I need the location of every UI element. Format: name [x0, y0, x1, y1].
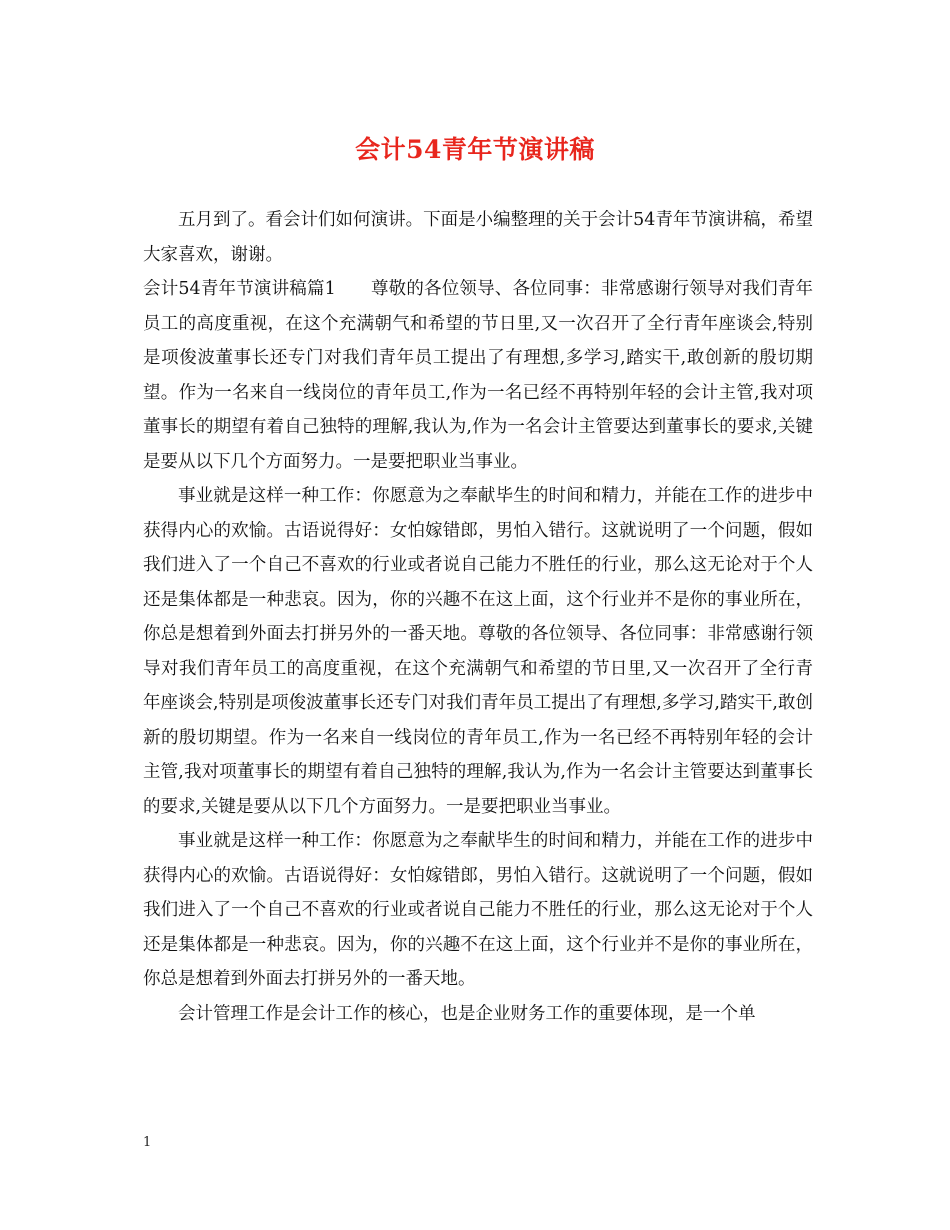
- section-heading: 会计54青年节演讲稿篇1: [143, 279, 336, 299]
- body-paragraph-1: 事业就是这样一种工作：你愿意为之奉献毕生的时间和精力，并能在工作的进步中获得内心的欢愉。古语说得好：女怕嫁错郎，男怕入错行。这就说明了一个问题，假如我们进入了一个自己不喜欢的行业或者说自己能力不胜任的行业，那么这无论对于个人还是集体都是一种悲哀。因为，你的兴趣不在这上面，这个行业并不是你的事业所在，你总是想着到外面去打拼另外的一番天地。尊敬的各位领导、各位同事：非常感谢行领导对我们青年员工的高度重视，在这个充满朝气和希望的节日里,又一次召开了全行青年座谈会,特别是项俊波董事长还专门对我们青年员工提出了有理想,多学习,踏实干,敢创新的殷切期望。作为一名来自一线岗位的青年员工,作为一名已经不再特别年轻的会计主管,我对项董事长的期望有着自己独特的理解,我认为,作为一名会计主管要达到董事长的要求,关键是要从以下几个方面努力。一是要把职业当事业。: [143, 486, 813, 817]
- body-paragraph-3: 会计管理工作是会计工作的核心，也是企业财务工作的重要体现，是一个单: [178, 1003, 756, 1024]
- document-body: [143, 203, 813, 1031]
- document-title: 会计54青年节演讲稿: [355, 135, 595, 164]
- section-first-paragraph-text: 尊敬的各位领导、各位同事：非常感谢行领导对我们青年员工的高度重视，在这个充满朝气和希望的节日里,又一次召开了全行青年座谈会,特别是项俊波董事长还专门对我们青年员工提出了有理想,多学习,踏实干,敢创新的殷切期望。作为一名来自一线岗位的青年员工,作为一名已经不再特别年轻的会计主管,我对项董事长的期望有着自己独特的理解,我认为,作为一名会计主管要达到董事长的要求,关键是要从以下几个方面努力。一是要把职业当事业。: [143, 279, 814, 472]
- section-paragraph: [143, 272, 813, 479]
- body-paragraph-2: 事业就是这样一种工作：你愿意为之奉献毕生的时间和精力，并能在工作的进步中获得内心的欢愉。古语说得好：女怕嫁错郎，男怕入错行。这就说明了一个问题，假如我们进入了一个自己不喜欢的行业或者说自己能力不胜任的行业，那么这无论对于个人还是集体都是一种悲哀。因为，你的兴趣不在这上面，这个行业并不是你的事业所在，你总是想着到外面去打拼另外的一番天地。: [143, 831, 813, 989]
- page-number: 1: [143, 1135, 152, 1150]
- intro-paragraph: 五月到了。看会计们如何演讲。下面是小编整理的关于会计54青年节演讲稿，希望大家喜欢，谢谢。: [143, 210, 813, 265]
